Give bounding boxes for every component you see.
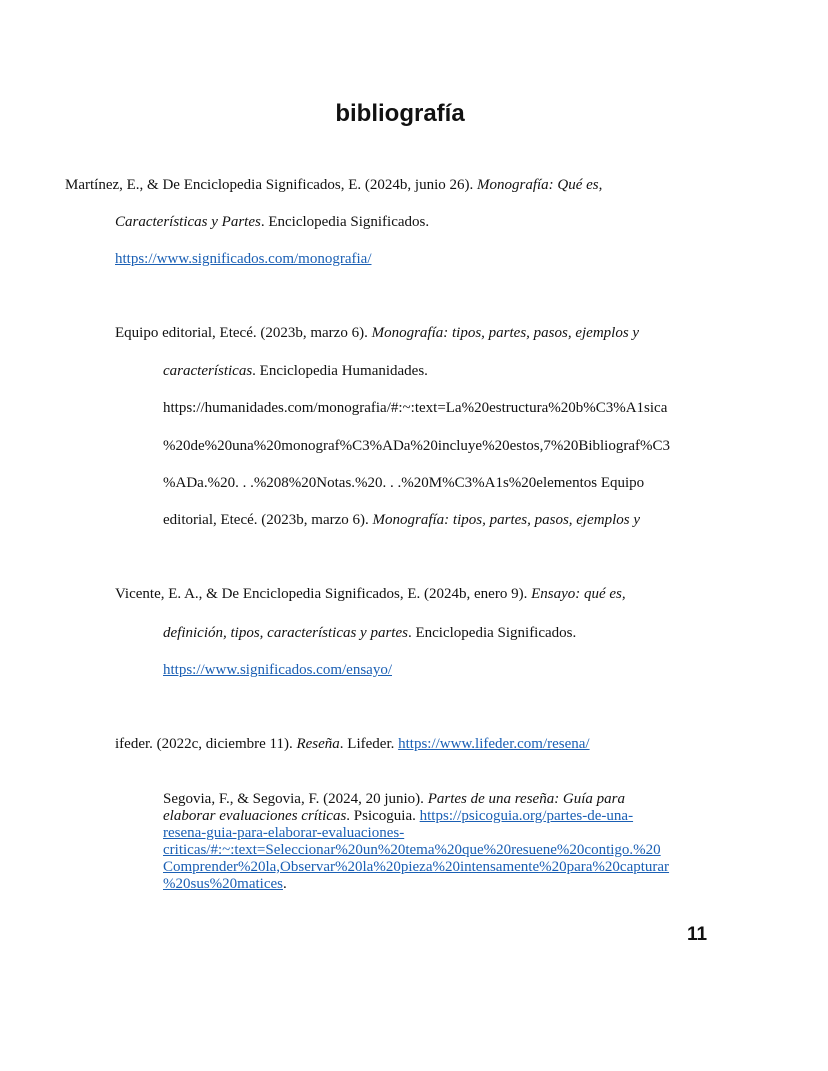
entry-text: Martínez, E., & De Enciclopedia Significados, E. (2024b, junio 26).	[65, 177, 477, 193]
entry-line	[163, 808, 633, 825]
entry-line	[163, 661, 392, 679]
entry-line	[115, 324, 639, 342]
entry-title: Características y Partes	[115, 214, 261, 230]
entry-title: Partes de una reseña: Guía para	[427, 791, 626, 807]
entry-title: Monografía: tipos, partes, pasos, ejemplos y	[371, 325, 640, 341]
entry-text: . Enciclopedia Humanidades.	[252, 363, 428, 379]
entry-line	[163, 624, 576, 642]
entry-title: elaborar evaluaciones críticas	[163, 808, 347, 824]
entry-link[interactable]: resena-guia-para-elaborar-evaluaciones-	[163, 825, 405, 841]
entry-link[interactable]: https://www.significados.com/ensayo/	[163, 662, 392, 678]
entry-link[interactable]: Comprender%20la,Observar%20la%20pieza%20intensamente%20para%20capturar	[163, 859, 670, 875]
entry-link[interactable]: %20sus%20matices	[163, 876, 283, 892]
entry-text: . Psicoguia.	[346, 808, 420, 824]
entry-text: editorial, Etecé. (2023b, marzo 6).	[163, 512, 373, 528]
entry-title: Reseña	[296, 736, 340, 752]
entry-link[interactable]: https://www.significados.com/monografia/	[115, 251, 372, 267]
entry-title: Ensayo: qué es,	[531, 586, 626, 602]
entry-title: definición, tipos, características y partes	[163, 625, 408, 641]
entry-line	[115, 585, 626, 603]
entry-text: . Enciclopedia Significados.	[407, 625, 577, 641]
entry-text: . Lifeder.	[339, 736, 399, 752]
entry-url-text: %ADa.%20. . .%208%20Notas.%20. . .%20M%C3%A1s%20elementos Equipo	[163, 475, 645, 491]
entry-link[interactable]: https://www.lifeder.com/resena/	[398, 736, 590, 752]
entry-title: Monografía: tipos, partes, pasos, ejemplos y	[372, 512, 641, 528]
entry-line	[115, 213, 429, 231]
entry-url-text: %20de%20una%20monograf%C3%ADa%20incluye%20estos,7%20Bibliograf%C3	[163, 438, 670, 454]
entry-line	[163, 859, 669, 876]
entry-text: Segovia, F., & Segovia, F. (2024, 20 junio).	[163, 791, 428, 807]
entry-text: Vicente, E. A., & De Enciclopedia Significados, E. (2024b, enero 9).	[115, 586, 532, 602]
page-title: bibliografía	[335, 100, 465, 127]
entry-line	[163, 825, 404, 842]
entry-text: .	[282, 876, 287, 892]
entry-line	[115, 735, 590, 753]
entry-text: Equipo editorial, Etecé. (2023b, marzo 6).	[115, 325, 372, 341]
entry-url-text: https://humanidades.com/monografia/#:~:text=La%20estructura%20b%C3%A1sica	[163, 400, 668, 416]
entry-line	[163, 511, 640, 529]
entry-link[interactable]: https://psicoguia.org/partes-de-una-	[419, 808, 634, 824]
entry-line	[163, 791, 625, 808]
entry-text: . Enciclopedia Significados.	[260, 214, 430, 230]
entry-line	[163, 876, 287, 893]
entry-link[interactable]: criticas/#:~:text=Seleccionar%20un%20tema%20que%20resuene%20contigo.%20	[163, 842, 661, 858]
entry-text: ifeder. (2022c, diciembre 11).	[115, 736, 297, 752]
entry-title: características	[163, 363, 253, 379]
entry-line	[163, 362, 428, 380]
entry-title: Monografía: Qué es,	[477, 177, 603, 193]
page-number: 11	[687, 924, 708, 945]
entry-line	[115, 250, 372, 268]
entry-line	[65, 176, 602, 194]
entry-line	[163, 842, 661, 859]
